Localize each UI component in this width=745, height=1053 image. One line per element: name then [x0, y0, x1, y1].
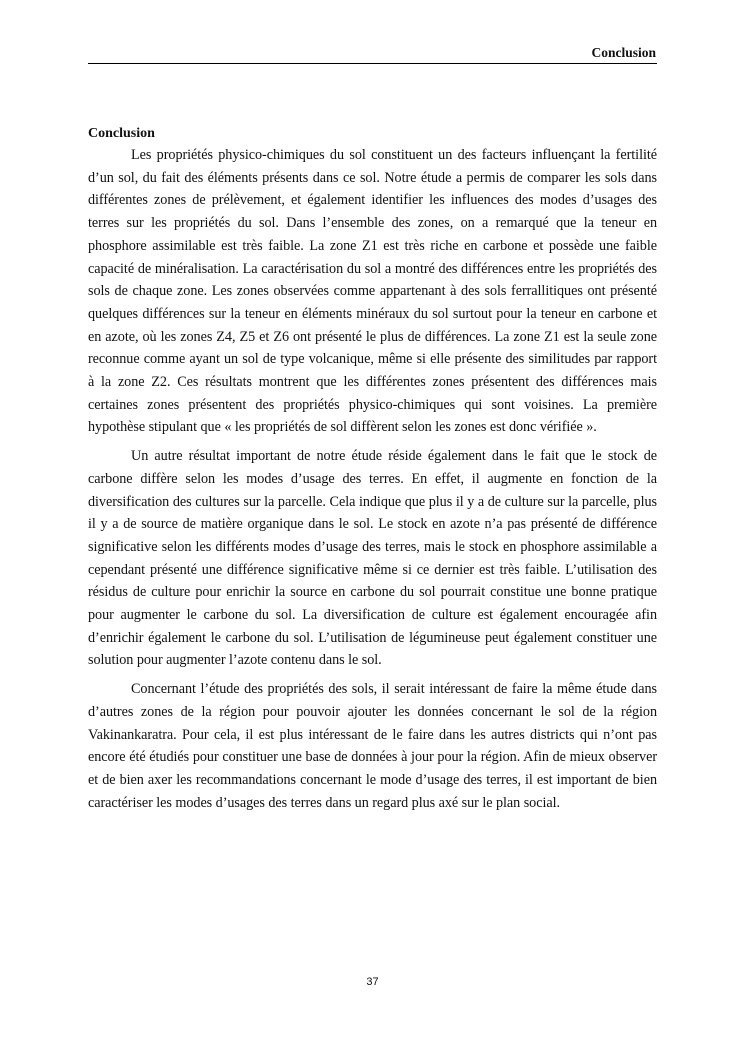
- paragraph-2: Un autre résultat important de notre étude réside également dans le fait que le stock de carbone diffère selon les modes d’usage des terres. En effet, il augmente en fonction de la diversification des cultures sur la parcelle. Cela indique que plus il y a de culture sur la parcelle, plus il y a de source de matière organique dans le sol. Le stock en azote n’a pas présenté de différence significative selon les différents modes d’usage des terres, mais le stock en phosphore assimilable a cependant présenté une différence significative même si ce dernier est très faible. L’utilisation des résidus de culture pour enrichir la source en carbone du sol pourrait constitue une bonne pratique pour augmenter le carbone du sol. La diversification de culture est également encouragée afin d’enrichir également le carbone du sol. L’utilisation de légumineuse peut également constituer une solution pour augmenter l’azote contenu dans le sol.: [88, 448, 657, 669]
- page-content: [88, 124, 657, 820]
- running-header-title: Conclusion: [591, 45, 656, 60]
- paragraph-3: Concernant l’étude des propriétés des sols, il serait intéressant de faire la même étude dans d’autres zones de la région pour pouvoir ajouter les données concernant le sol de la région Vakinankaratra. Pour cela, il est plus intéressant de le faire dans les autres districts qui n’ont pas encore été étudiés pour constituer une base de données à jour pour la région. Afin de mieux observer et de bien axer les recommandations concernant le mode d’usage des terres, il est important de bien caractériser les modes d’usages des terres dans un regard plus axé sur le plan social.: [88, 681, 657, 811]
- section-heading: Conclusion: [88, 126, 155, 141]
- running-header: [88, 44, 657, 64]
- paragraph-1: Les propriétés physico-chimiques du sol constituent un des facteurs influençant la fertilité d’un sol, du fait des éléments présents dans ce sol. Notre étude a permis de comparer les sols dans différentes zones de prélèvement, et également identifier les influences des modes d’usages des terres sur les propriétés du sol. Dans l’ensemble des zones, on a remarqué que la teneur en phosphore assimilable est très faible. La zone Z1 est très riche en carbone et possède une faible capacité de minéralisation. La caractérisation du sol a montré des différences entre les propriétés des sols de chaque zone. Les zones observées comme appartenant à des sols ferrallitiques ont présenté quelques différences sur la teneur en éléments minéraux du sol surtout pour la teneur en carbone et en azote, où les zones Z4, Z5 et Z6 ont présenté le plus de différences. La zone Z1 est la seule zone reconnue comme ayant un sol de type volcanique, même si elle présente des similitudes par rapport à la zone Z2. Ces résultats montrent que les différentes zones présentent des différences mais certaines zones présentent des propriétés physico-chimiques qui sont voisines. La première hypothèse stipulant que « les propriétés de sol diffèrent selon les zones est donc vérifiée ».: [88, 147, 657, 436]
- page-number: 37: [366, 976, 379, 988]
